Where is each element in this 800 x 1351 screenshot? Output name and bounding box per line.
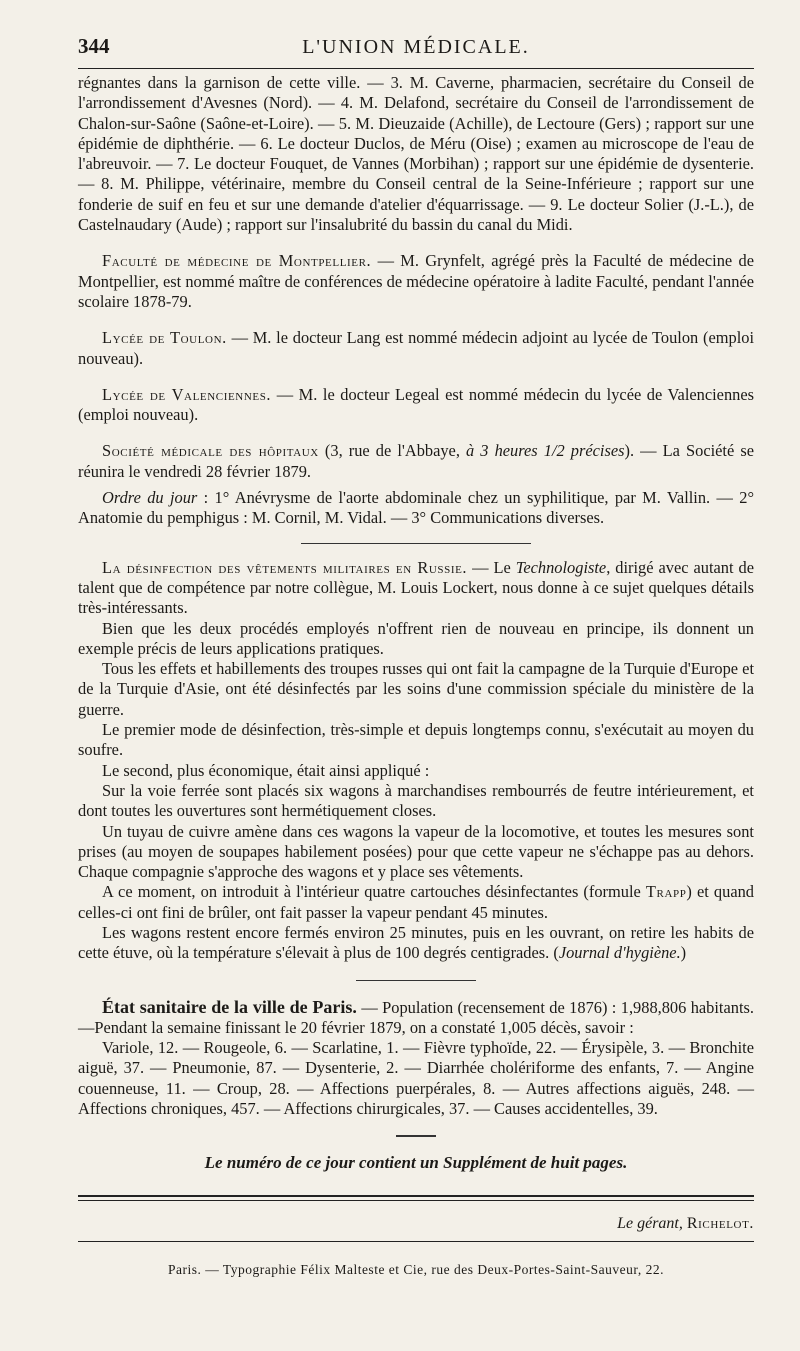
- cartouches-paragraph: [78, 882, 754, 923]
- societe-notice: [78, 441, 754, 482]
- gerant-label: Le gérant,: [617, 1215, 683, 1233]
- desinfection-paragraph: Sur la voie ferrée sont placés six wagons à marchandises rembourrés de feutre intérieurement, et dont toutes les ouvertures sont hermétiquement closes.: [78, 780, 754, 821]
- montpellier-text: — M. Grynfelt, agrégé près la Faculté de médecine de Montpellier, est nommé maître de conférences de médecine opératoire à ladite Faculté, pendant l'année scolaire 1878-79.: [78, 251, 754, 311]
- desinfection-lead-a: — Le: [467, 557, 516, 577]
- page-header: [78, 26, 754, 60]
- cartouches-text-a: A ce moment, on introduit à l'intérieur quatre cartouches désinfectantes (formule: [102, 882, 646, 902]
- trapp-formula: Trapp: [645, 882, 687, 902]
- gerant-name: Richelot.: [686, 1215, 754, 1233]
- last-text-b: ): [680, 943, 687, 963]
- technologiste-name: Technologiste: [515, 557, 607, 577]
- montpellier-heading: Faculté de médecine de Montpellier.: [102, 251, 372, 271]
- desinfection-paragraph: Un tuyau de cuivre amène dans ces wagons la vapeur de la locomotive, et toutes les mesures sont prises (au moyen de soupapes habilement posées) pour que cette vapeur ne s'échappe pas au dehors. Chaque compagnie s'approche des wagons et y place ses vêtements.: [78, 821, 754, 882]
- footer-rule-thick: [78, 1195, 754, 1197]
- cartouches-text-b: ) et quand celles-ci ont fini de brûler, ont fait passer la vapeur pendant 45 minutes.: [78, 882, 754, 922]
- section-separator: [301, 543, 531, 544]
- gerant-line: [78, 1215, 754, 1233]
- societe-time: à 3 heures 1/2 précises: [466, 441, 625, 461]
- agenda-text: : 1° Anévrysme de l'aorte abdominale chez un syphilitique, par M. Vallin. — 2° Anatomie du pemphigus : M. Cornil, M. Vidal. — 3° Communications diverses.: [78, 488, 754, 528]
- paris-health-notice: [78, 997, 754, 1039]
- desinfection-heading: La désinfection des vêtements militaires en Russie.: [102, 557, 468, 577]
- desinfection-paragraph: Le second, plus économique, était ainsi appliqué :: [102, 760, 430, 780]
- toulon-notice: [78, 328, 754, 369]
- paris-health-text: — Population (recensement de 1876) : 1,988,806 habitants.—Pendant la semaine finissant le 20 février 1879, on a constaté 1,005 décès, savoir :: [78, 997, 754, 1037]
- agenda-label: Ordre du jour: [102, 488, 198, 508]
- printer-rule: [78, 1241, 754, 1242]
- desinfection-paragraph: Le premier mode de désinfection, très-simple et depuis longtemps connu, s'exécutait au moyen du soufre.: [78, 720, 754, 760]
- societe-text-a: (3, rue de l'Abbaye,: [318, 441, 467, 461]
- desinfection-paragraph: Bien que les deux procédés employés n'offrent rien de nouveau en principe, ils donnent un exemple précis de leurs applications pratiques.: [78, 618, 754, 658]
- montpellier-notice: [78, 251, 754, 312]
- supplement-notice: Le numéro de ce jour contient un Supplément de huit pages.: [204, 1153, 628, 1173]
- intro-paragraph: régnantes dans la garnison de cette ville. — 3. M. Caverne, pharmacien, secrétaire du Conseil de l'arrondissement d'Avesnes (Nord). — 4. M. Delafond, secrétaire du Conseil de l'arrondissement de Chalon-sur-Saône (Saône-et-Loire). — 5. M. Dieuzaide (Achille), de Lectoure (Gers) ; rapport sur une épidémie de diphthérie. — 6. Le docteur Duclos, de Méru (Oise) ; examen au microscope de l'eau de l'abreuvoir. — 7. Le docteur Fouquet, de Vannes (Morbihan) ; rapport sur une épidémie de dysenterie. — 8. M. Philippe, vétérinaire, membre du Conseil central de la Seine-Inférieure ; rapport sur une fonderie de suif en feu et sur une demande d'atelier d'équarrissage. — 9. Le docteur Solier (J.-L.), de Castelnaudary (Aude) ; rapport sur l'insalubrité du bassin du canal du Midi.: [78, 73, 754, 235]
- header-rule: [78, 68, 754, 69]
- valenciennes-heading: Lycée de Valenciennes.: [102, 384, 272, 404]
- desinfection-paragraph: Tous les effets et habillements des troupes russes qui ont fait la campagne de la Turquie d'Europe et de la Turquie d'Asie, ont été désinfectés par les soins d'une commission spéciale du ministère de la guerre.: [78, 659, 754, 719]
- paris-death-stats: Variole, 12. — Rougeole, 6. — Scarlatine, 1. — Fièvre typhoïde, 22. — Érysipèle, 3. — Bronchite aiguë, 37. — Pneumonie, 87. — Dysenterie, 2. — Diarrhée cholériforme des enfants, 7. — Angine couenneuse, 11. — Croup, 28. — Affections puerpérales, 8. — Autres affections aiguës, 248. — Affections chroniques, 457. — Affections chirurgicales, 37. — Causes accidentelles, 39.: [78, 1038, 754, 1119]
- toulon-heading: Lycée de Toulon.: [102, 328, 227, 348]
- societe-text-b: ). — La Société se réunira le vendredi 28 février 1879.: [78, 441, 755, 481]
- footer-rule-thin: [78, 1200, 754, 1201]
- last-text-a: Les wagons restent encore fermés environ 25 minutes, puis en les ouvrant, on retire les habits de cette étuve, où la température s'élevait à plus de 100 degrés centigrades. (: [78, 922, 754, 963]
- printer-imprint: Paris. — Typographie Félix Malteste et Cie, rue des Deux-Portes-Saint-Sauveur, 22.: [168, 1262, 664, 1278]
- journal-title: L'UNION MÉDICALE.: [302, 36, 530, 58]
- paris-health-title: État sanitaire de la ville de Paris.: [102, 996, 357, 1017]
- source-journal: Journal d'hygiène.: [558, 943, 681, 963]
- toulon-text: — M. le docteur Lang est nommé médecin adjoint au lycée de Toulon (emploi nouveau).: [78, 328, 754, 368]
- valenciennes-text: — M. le docteur Legeal est nommé médecin du lycée de Valenciennes (emploi nouveau).: [78, 384, 755, 425]
- societe-heading: Société médicale des hôpitaux: [102, 441, 319, 461]
- desinfection-lead: [78, 558, 754, 619]
- valenciennes-notice: [78, 385, 754, 426]
- desinfection-lead-b: , dirigé avec autant de talent que de compétence par notre collègue, M. Louis Lockert, nous donne à ce sujet quelques détails très-intéressants.: [78, 557, 754, 618]
- section-separator: [356, 980, 476, 981]
- short-separator: [396, 1135, 436, 1137]
- last-paragraph: [78, 923, 754, 964]
- page-number: 344: [78, 34, 110, 58]
- societe-agenda: [78, 488, 754, 529]
